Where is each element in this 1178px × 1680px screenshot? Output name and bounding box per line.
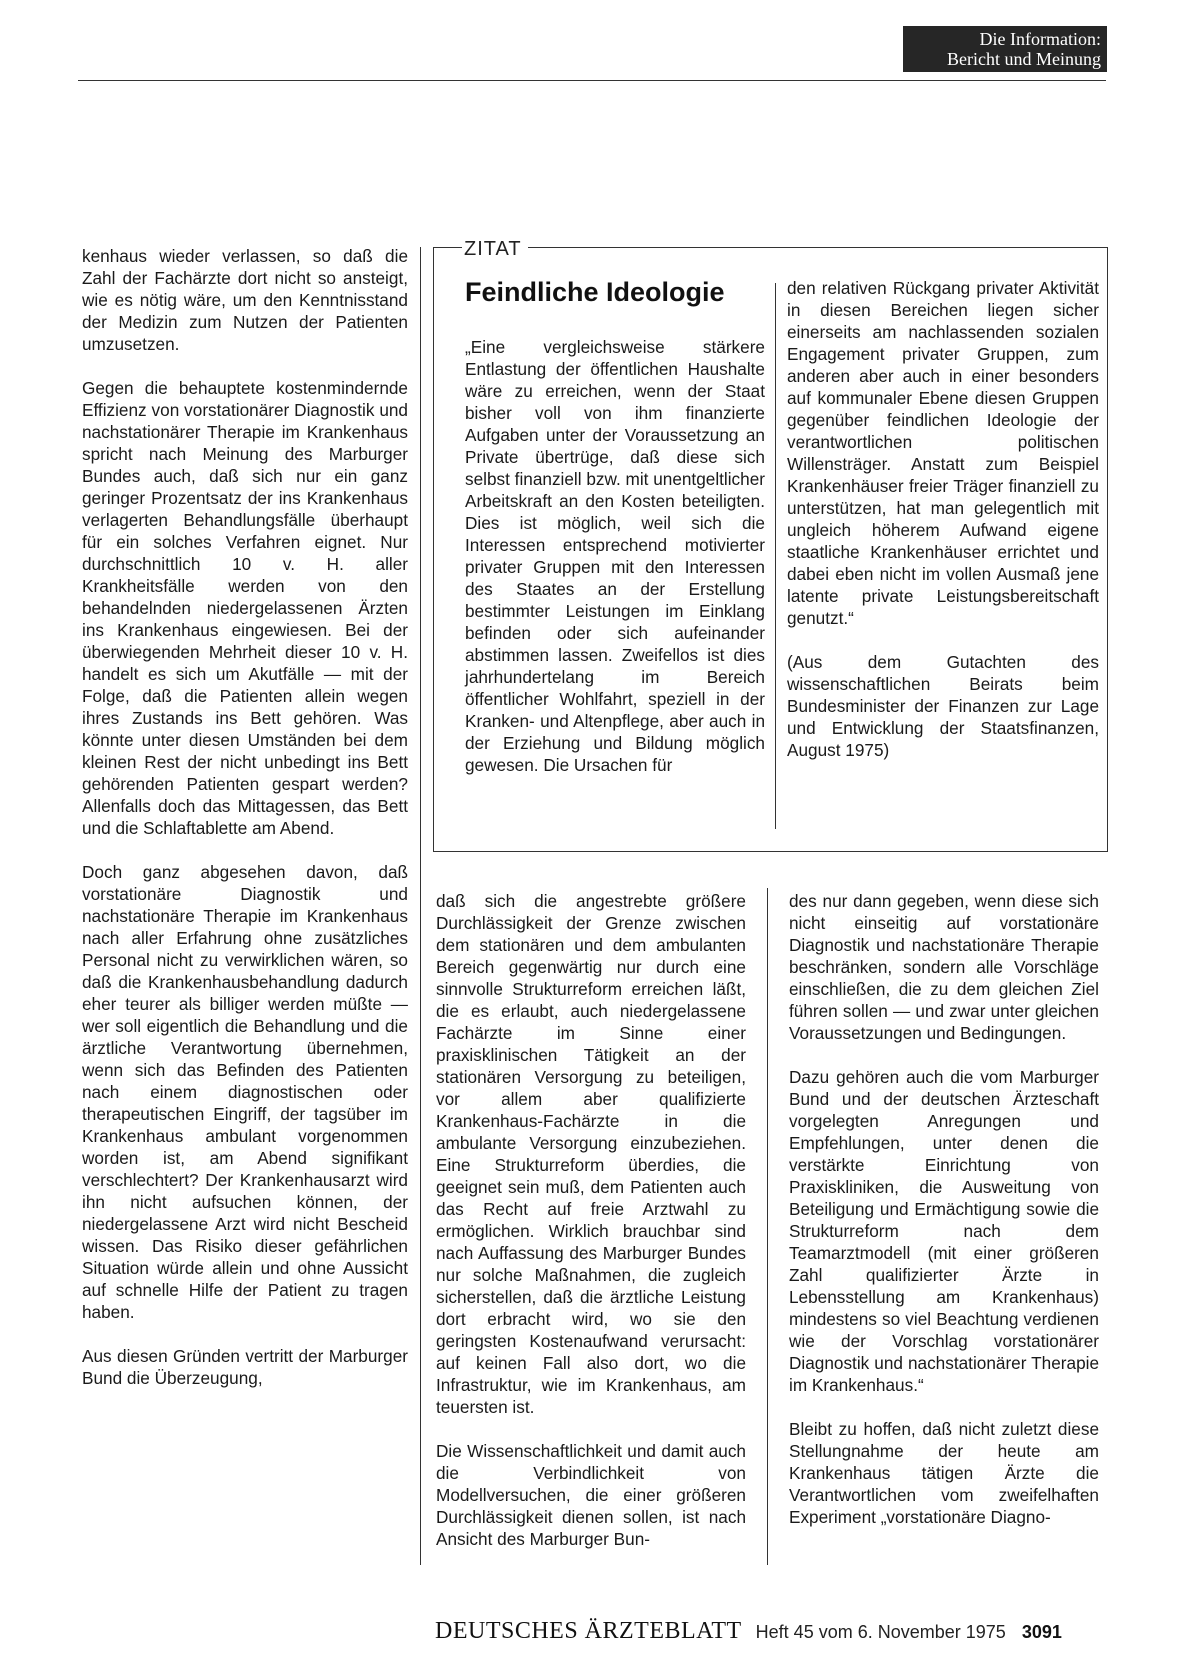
- paragraph: Bleibt zu hoffen, daß nicht zuletzt diese Stellungnahme der heute am Krankenhaus tätigen Ärzte die Verantwortlichen vom zweifelhaften Experiment „vorstationäre Diagno-: [789, 1419, 1099, 1527]
- paragraph: Gegen die behauptete kostenmindernde Effizienz von vorstationärer Diagnostik und nachstationärer Therapie im Krankenhaus spricht nach Meinung des Marburger Bundes auch, daß sich nur ein ganz geringer Prozentsatz der ins Krankenhaus verlagerten Behandlungsfälle überhaupt für ein solches Verfahren eignet. Nur durchschnittlich 10 v. H. aller Krankheitsfälle werden von den behandelnden niedergelassenen Ärzten ins Krankenhaus eingewiesen. Bei der überwiegenden Mehrheit dieser 10 v. H. handelt es sich um Akutfälle — mit der Folge, daß die Patienten allein wegen ihres Zustands ins Bett gehören. Was könnte unter diesen Umständen bei dem kleinen Rest der nicht unbedingt ins Bett gehörenden Patienten gespart werden? Allenfalls doch das Mittagessen, das Bett und die Schlaftablette am Abend.: [82, 378, 408, 838]
- paragraph: des nur dann gegeben, wenn diese sich nicht einseitig auf vorstationäre Diagnostik und nachstationäre Therapie beschränken, sondern alle Vorschläge einschließen, die zu dem gleichen Ziel führen sollen — und zwar unter gleichen Voraussetzungen und Bedingungen.: [789, 891, 1099, 1043]
- section-tag-line-2: Bericht und Meinung: [947, 49, 1101, 69]
- column-divider: [767, 888, 768, 1565]
- quote-label: ZITAT: [462, 238, 528, 260]
- section-tag: [903, 26, 1107, 72]
- quote-column-divider: [775, 283, 776, 829]
- paragraph: Aus diesen Gründen vertritt der Marburger Bund die Überzeugung,: [82, 1346, 408, 1388]
- paragraph: Dazu gehören auch die vom Marburger Bund und der deutschen Ärzteschaft vorgelegten Anregungen und Empfehlungen, unter denen die verstärkte Einrichtung von Praxiskliniken, die Ausweitung von Beteiligung und Ermächtigung sowie die Strukturreform nach dem Teamarztmodell (mit einer größeren Zahl qualifizierter Ärzte in Lebensstellung am Krankenhaus) mindestens so viel Beachtung verdienen wie der Vorschlag vorstationärer Diagnostik und nachstationärer Therapie im Krankenhaus.“: [789, 1067, 1099, 1395]
- page-footer: [435, 1618, 1107, 1645]
- quote-column-1: [465, 336, 765, 776]
- paragraph: kenhaus wieder verlassen, so daß die Zahl der Fachärzte dort nicht so ansteigt, wie es nötig wäre, um den Kenntnisstand der Medizin zum Nutzen der Patienten umzusetzen.: [82, 246, 408, 354]
- page-number: 3091: [1021, 1622, 1062, 1642]
- section-tag-line-1: Die Information:: [979, 29, 1101, 49]
- paragraph: Die Wissenschaftlichkeit und damit auch die Verbindlichkeit von Modellversuchen, die einer größeren Durchlässigkeit dienen sollen, ist nach Ansicht des Marburger Bun-: [436, 1441, 746, 1549]
- quote-title: Feindliche Ideologie: [465, 277, 725, 307]
- column-divider: [420, 247, 421, 1565]
- issue-info: Heft 45 vom 6. November 1975: [755, 1622, 1006, 1642]
- quote-text-continued: den relativen Rückgang privater Aktivität in diesen Bereichen liegen sicher einerseits am nachlassenden sozialen Engagement privater Gruppen, zum anderen aber auch in einer besonders auf kommunaler Ebene diesen Gruppen gegenüber feindlichen Ideologie der verantwortlichen politischen Willensträger. Anstatt zum Beispiel Krankenhäuser freier Träger finanziell zu unterstützen, hat man gelegentlich mit ungleich höherem Aufwand eigene staatliche Krankenhäuser errichtet und dabei eben nicht im vollen Ausmaß jene latente private Leistungsbereitschaft genutzt.“: [787, 278, 1099, 628]
- lower-right-column: [789, 890, 1099, 1528]
- quote-text: „Eine vergleichsweise stärkere Entlastung der öffentlichen Haushalte wäre zu erreichen, wenn der Staat bisher voll von ihm finanzierte Aufgaben unter der Voraussetzung an Private übertrüge, daß diese sich selbst finanziell bzw. mit unentgeltlicher Arbeitskraft an den Kosten beteiligten. Dies ist möglich, weil sich die Interessen entsprechend motivierter privater Gruppen mit den Interessen des Staates an der Erstellung bestimmter Leistungen im Einklang befinden oder sich aufeinander abstimmen lassen. Zweifellos ist dies jahrhundertelang im Bereich öffentlicher Wohlfahrt, speziell in der Kranken- und Altenpflege, aber auch in der Erziehung und Bildung möglich gewesen. Die Ursachen für: [465, 337, 765, 775]
- header-rule: [78, 80, 1106, 81]
- lower-middle-column: [436, 890, 746, 1550]
- left-article-column: [82, 245, 408, 1389]
- quote-column-2: [787, 277, 1099, 761]
- quote-source: (Aus dem Gutachten des wissenschaftlichen Beirats beim Bundesminister der Finanzen zur Lage und Entwicklung der Staatsfinanzen, August 1975): [787, 652, 1099, 760]
- paragraph: daß sich die angestrebte größere Durchlässigkeit der Grenze zwischen dem stationären und dem ambulanten Bereich gegenwärtig nur durch eine sinnvolle Strukturreform erreichen läßt, die es erlaubt, auch niedergelassene Fachärzte im Sinne einer praxisklinischen Tätigkeit an der stationären Versorgung zu beteiligen, vor allem aber qualifizierte Krankenhaus-Fachärzte in die ambulante Versorgung einzubeziehen. Eine Strukturreform überdies, die geeignet sein muß, dem Patienten auch das Recht auf freie Arztwahl zu ermöglichen. Wirklich brauchbar sind nach Auffassung des Marburger Bundes nur solche Maßnahmen, die zugleich sicherstellen, daß die ärztliche Leistung dort erbracht wird, wo sie den geringsten Kostenaufwand verursacht: auf keinen Fall also dort, wo die Infrastruktur, wie im Krankenhaus, am teuersten ist.: [436, 891, 746, 1417]
- journal-title: DEUTSCHES ÄRZTEBLATT: [435, 1618, 742, 1644]
- paragraph: Doch ganz abgesehen davon, daß vorstationäre Diagnostik und nachstationäre Therapie im Krankenhaus nach aller Erfahrung ohne zusätzliches Personal nicht zu verwirklichen wären, so daß die Krankenhausbehandlung dadurch eher teurer als billiger werden müßte — wer soll eigentlich die Behandlung und die ärztliche Verantwortung übernehmen, wenn sich das Befinden des Patienten nach einem diagnostischen oder therapeutischen Eingriff, der tagsüber im Krankenhaus ambulant vorgenommen worden ist, am Abend signifikant verschlechtert? Der Krankenhausarzt wird ihn nicht aufsuchen können, der niedergelassene Arzt wird nicht Bescheid wissen. Das Risiko dieser gefährlichen Situation würde allein und ohne Aussicht auf schnelle Hilfe der Patient zu tragen haben.: [82, 862, 408, 1322]
